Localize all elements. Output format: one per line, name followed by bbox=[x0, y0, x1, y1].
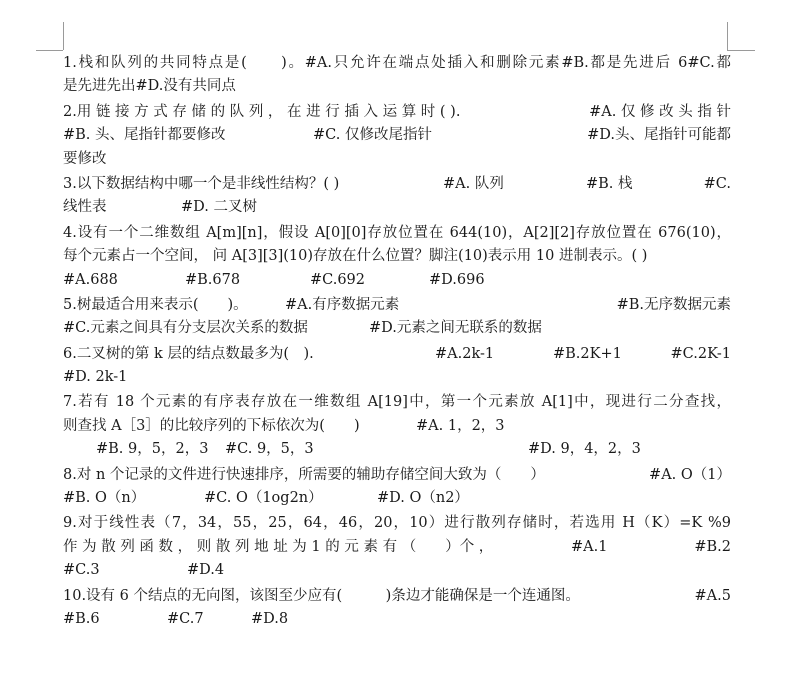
question-text: 3.以下数据结构中哪一个是非线性结构？( ) bbox=[63, 175, 340, 192]
question-line bbox=[63, 148, 731, 171]
question-9 bbox=[63, 512, 731, 582]
page-corner-mark-top-right bbox=[727, 22, 728, 50]
question-text: 8.对 n 个记录的文件进行快速排序，所需要的辅助存储空间大致为（ ） bbox=[63, 466, 545, 483]
option-d: #D.头、尾指针可能都 bbox=[587, 127, 731, 144]
option-b: #B.6 bbox=[63, 610, 100, 627]
question-line bbox=[63, 464, 731, 487]
question-text: 是先进先出#D.没有共同点 bbox=[63, 78, 236, 95]
question-line bbox=[63, 269, 731, 292]
question-text: 5.树最适合用来表示( )。 bbox=[63, 296, 248, 313]
option-b: #B.2K+1 bbox=[553, 345, 622, 362]
option-c: #C. O（1og2n） bbox=[204, 490, 323, 507]
question-text: 则查找 A［3］的比较序列的下标依次为( ) bbox=[63, 417, 360, 434]
option-c: #C. bbox=[703, 175, 731, 192]
option-a: #A. 队列 bbox=[443, 175, 504, 192]
option-a: #A.2k-1 bbox=[435, 345, 495, 362]
question-line bbox=[63, 245, 731, 268]
option-c: #C. 9，5，3 bbox=[225, 441, 314, 458]
question-line bbox=[63, 391, 731, 414]
option-a: #A. 1，2，3 bbox=[416, 417, 505, 434]
question-2 bbox=[63, 101, 731, 171]
option-d: #D.4 bbox=[187, 562, 225, 579]
question-line bbox=[63, 536, 731, 559]
page-corner-mark-top-left bbox=[63, 22, 64, 50]
option-c: #C.元素之间具有分支层次关系的数据 bbox=[63, 320, 308, 337]
question-text: 线性表 bbox=[63, 199, 107, 216]
option-c: #C. 仅修改尾指针 bbox=[313, 127, 432, 144]
question-line bbox=[63, 101, 731, 124]
option-c: #C.7 bbox=[167, 610, 204, 627]
option-b: #B. 头、尾指针都要修改 bbox=[63, 127, 226, 144]
question-text: 1.栈和队列的共同特点是( )。#A.只允许在端点处插入和删除元素#B.都是先进后 6#C.都 bbox=[63, 55, 731, 71]
question-line bbox=[63, 343, 731, 366]
document-body bbox=[63, 52, 731, 633]
question-text: 要修改 bbox=[63, 150, 107, 167]
question-8 bbox=[63, 464, 731, 511]
option-c: #C.3 bbox=[63, 562, 100, 579]
question-line bbox=[63, 415, 731, 438]
question-text: 每个元素占一个空间， 问 A[3][3](10)存放在什么位置？脚注(10)表示用 10 进制表示。( ) bbox=[63, 248, 648, 265]
question-text: 6.二叉树的第 k 层的结点数最多为( ). bbox=[63, 345, 314, 362]
question-text: 9.对于线性表（7，34，55，25，64，46，20，10）进行散列存储时，若选用 H（K）=K %9 bbox=[63, 515, 731, 532]
option-d: #D. 9，4，2，3 bbox=[528, 441, 641, 458]
question-1 bbox=[63, 52, 731, 99]
option-d: #D.696 bbox=[429, 271, 485, 288]
question-4 bbox=[63, 222, 731, 292]
question-line bbox=[63, 487, 731, 510]
question-text: 2.用 链 接 方 式 存 储 的 队 列 ， 在 进 行 插 入 运 算 时 ( ). bbox=[63, 103, 461, 120]
question-line bbox=[63, 438, 731, 461]
question-line bbox=[63, 173, 731, 196]
question-6 bbox=[63, 343, 731, 390]
question-line bbox=[63, 608, 731, 631]
question-line bbox=[63, 585, 731, 608]
question-line bbox=[63, 196, 731, 219]
option-d: #D.8 bbox=[251, 610, 289, 627]
question-line bbox=[63, 366, 731, 389]
question-line bbox=[63, 294, 731, 317]
question-line bbox=[63, 222, 731, 245]
question-3 bbox=[63, 173, 731, 220]
option-d: #D. 2k-1 bbox=[63, 369, 128, 386]
question-text: 作 为 散 列 函 数 ， 则 散 列 地 址 为 1 的 元 素 有 （ ）个 ， bbox=[63, 538, 494, 555]
option-b: #B. 9，5，2，3 bbox=[96, 441, 209, 458]
option-b: #B.678 bbox=[185, 271, 241, 288]
question-line bbox=[63, 512, 731, 535]
option-b: #B.2 bbox=[694, 538, 731, 555]
page-corner-mark-top-right bbox=[727, 50, 755, 51]
question-text: 4.设有一个二维数组 A[m][n]，假设 A[0][0]存放位置在 644(10)，A[2][2]存放位置在 676(10)， bbox=[63, 224, 731, 241]
page-corner-mark-top-left bbox=[36, 50, 63, 51]
question-line bbox=[63, 52, 731, 75]
option-a: #A.5 bbox=[694, 587, 731, 604]
question-text: 10.设有 6 个结点的无向图，该图至少应有( )条边才能确保是一个连通图。 bbox=[63, 587, 580, 604]
option-b: #B. 栈 bbox=[586, 175, 633, 192]
option-a: #A.1 bbox=[571, 538, 608, 555]
option-c: #C.2K-1 bbox=[670, 345, 731, 362]
option-a: #A. 仅 修 改 头 指 针 bbox=[589, 103, 731, 120]
question-10 bbox=[63, 585, 731, 632]
option-a: #A. O（1） bbox=[649, 466, 731, 483]
question-7 bbox=[63, 391, 731, 461]
option-a: #A.688 bbox=[63, 271, 118, 288]
option-a: #A.有序数据元素 bbox=[285, 296, 400, 313]
question-text: 7.若有 18 个元素的有序表存放在一维数组 A[19]中，第一个元素放 A[1]中，现进行二分查找， bbox=[63, 394, 731, 411]
option-d: #D. O（n2） bbox=[377, 490, 469, 507]
option-d: #D. 二叉树 bbox=[181, 199, 257, 216]
option-c: #C.692 bbox=[310, 271, 366, 288]
option-b: #B.无序数据元素 bbox=[616, 296, 731, 313]
question-line bbox=[63, 75, 731, 98]
question-line bbox=[63, 559, 731, 582]
option-b: #B. O（n） bbox=[63, 490, 146, 507]
option-d: #D.元素之间无联系的数据 bbox=[369, 320, 542, 337]
question-line bbox=[63, 317, 731, 340]
question-5 bbox=[63, 294, 731, 341]
question-line bbox=[63, 124, 731, 147]
